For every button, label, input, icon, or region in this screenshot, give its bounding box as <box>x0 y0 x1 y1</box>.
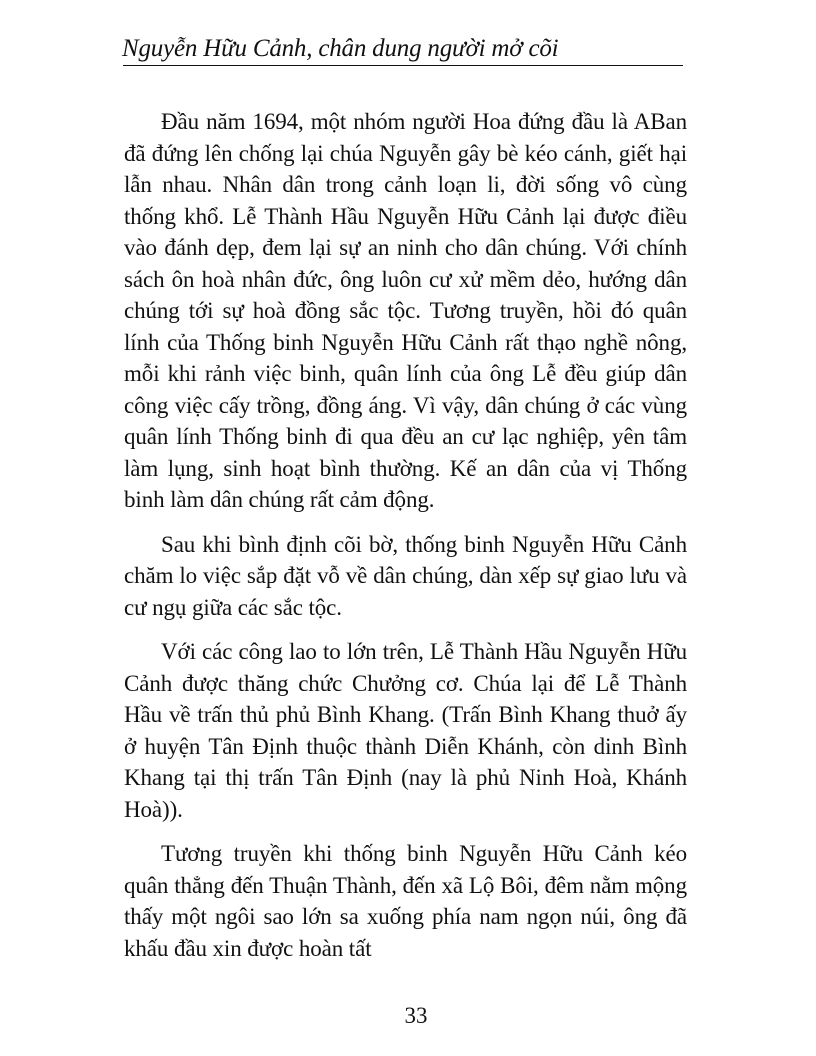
body-text <box>124 106 687 964</box>
paragraph-4: Tương truyền khi thống binh Nguyễn Hữu Cảnh kéo quân thẳng đến Thuận Thành, đến xã Lộ Bôi, đêm nằm mộng thấy một ngôi sao lớn sa xuống phía nam ngọn núi, ông đã khấu đầu xin được hoàn tất <box>124 841 687 961</box>
running-header-title: Nguyễn Hữu Cảnh, chân dung người mở cõi <box>122 35 559 62</box>
paragraph-2: Sau khi bình định cõi bờ, thống binh Nguyễn Hữu Cảnh chăm lo việc sắp đặt vỗ về dân chúng, dàn xếp sự giao lưu và cư ngụ giữa các sắc tộc. <box>124 531 687 620</box>
paragraph-1: Đầu năm 1694, một nhóm người Hoa đứng đầu là ABan đã đứng lên chống lại chúa Nguyễn gây bè kéo cánh, giết hại lẫn nhau. Nhân dân trong cảnh loạn li, đời sống vô cùng thống khổ. Lễ Thành Hầu Nguyễn Hữu Cảnh lại được điều vào đánh dẹp, đem lại sự an ninh cho dân chúng. Với chính sách ôn hoà nhân đức, ông luôn cư xử mềm dẻo, hướng dân chúng tới sự hoà đồng sắc tộc. Tương truyền, hồi đó quân lính của Thống binh Nguyễn Hữu Cảnh rất thạo nghề nông, mỗi khi rảnh việc binh, quân lính của ông Lễ đều giúp dân công việc cấy trồng, đồng áng. Vì vậy, dân chúng ở các vùng quân lính Thống binh đi qua đều an cư lạc nghiệp, yên tâm làm lụng, sinh hoạt bình thường. Kế an dân của vị Thống binh làm dân chúng rất cảm động. <box>124 109 687 512</box>
header-rule <box>123 65 683 66</box>
paragraph-3: Với các công lao to lớn trên, Lễ Thành Hầu Nguyễn Hữu Cảnh được thăng chức Chưởng cơ. Chúa lại để Lễ Thành Hầu về trấn thủ phủ Bình Khang. (Trấn Bình Khang thuở ấy ở huyện Tân Định thuộc thành Diễn Khánh, còn dinh Bình Khang tại thị trấn Tân Định (nay là phủ Ninh Hoà, Khánh Hoà)). <box>124 639 687 822</box>
page-number: 33 <box>404 1003 428 1028</box>
